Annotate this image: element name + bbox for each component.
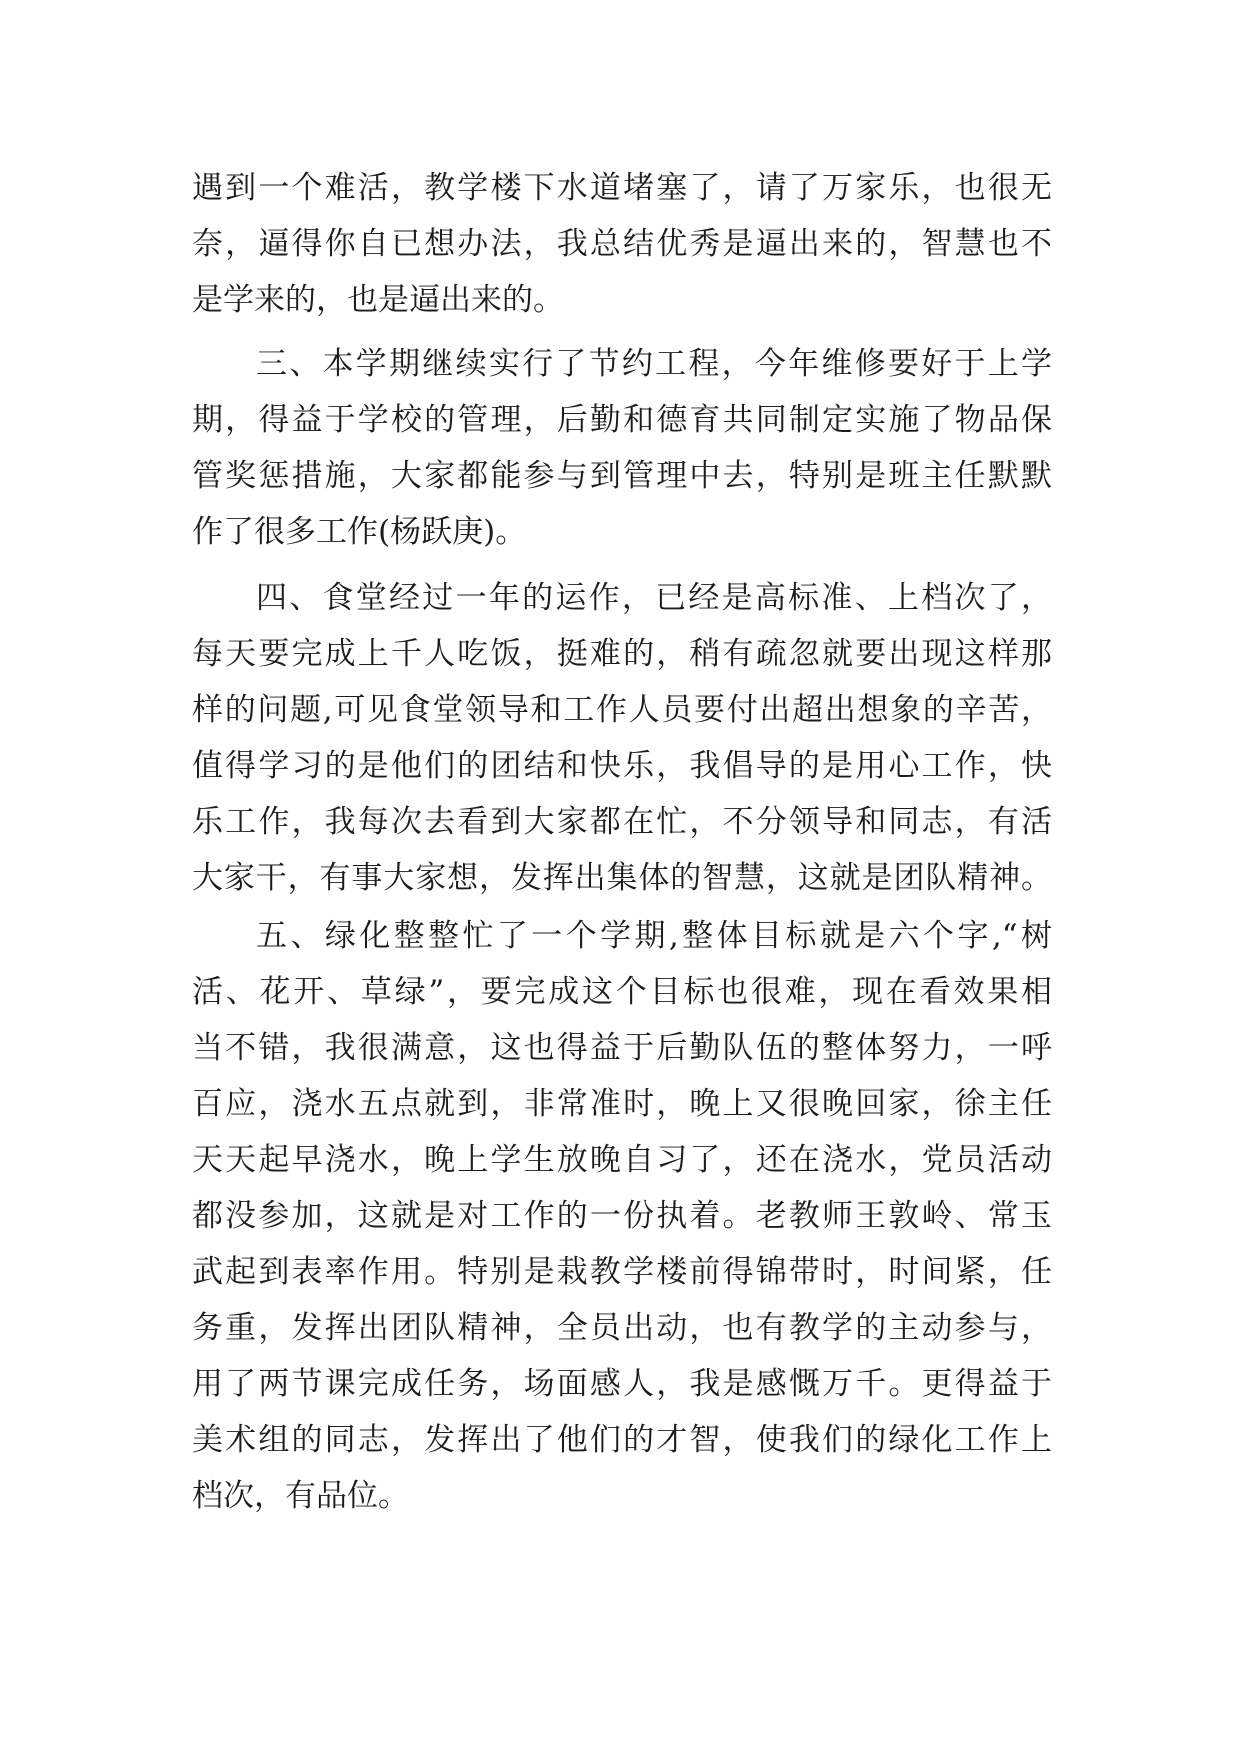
paragraph-3-line-1: 四、食堂经过一年的运作，已经是高标准、上档次了， bbox=[256, 580, 1052, 616]
paragraph-1-line-3: 是学来的，也是逼出来的。 bbox=[192, 282, 564, 318]
paragraph-1-line-1: 遇到一个难活，教学楼下水道堵塞了，请了万家乐，也很无 bbox=[192, 170, 1052, 206]
document-body bbox=[192, 160, 1052, 1524]
paragraph-4-line-3: 当不错，我很满意，这也得益于后勤队伍的整体努力，一呼 bbox=[192, 1030, 1052, 1066]
paragraph-3-line-6: 大家干，有事大家想，发挥出集体的智慧，这就是团队精神。 bbox=[192, 860, 1052, 896]
paragraph-4-line-1: 五、绿化整整忙了一个学期,整体目标就是六个字,“树 bbox=[256, 918, 1052, 954]
paragraph-4-line-8: 务重，发挥出团队精神，全员出动，也有教学的主动参与， bbox=[192, 1310, 1052, 1346]
paragraph-4-line-10: 美术组的同志，发挥出了他们的才智，使我们的绿化工作上 bbox=[192, 1422, 1052, 1458]
paragraph-4-line-7: 武起到表率作用。特别是栽教学楼前得锦带时，时间紧，任 bbox=[192, 1254, 1052, 1290]
paragraph-4-line-4: 百应，浇水五点就到，非常准时，晚上又很晚回家，徐主任 bbox=[192, 1086, 1052, 1122]
paragraph-3-line-4: 值得学习的是他们的团结和快乐，我倡导的是用心工作，快 bbox=[192, 748, 1052, 784]
paragraph-4-line-5: 天天起早浇水，晚上学生放晚自习了，还在浇水，党员活动 bbox=[192, 1142, 1052, 1178]
paragraph-3-line-5: 乐工作，我每次去看到大家都在忙，不分领导和同志，有活 bbox=[192, 804, 1052, 840]
paragraph-4-line-11: 档次，有品位。 bbox=[192, 1478, 409, 1514]
paragraph-2-line-1: 三、本学期继续实行了节约工程，今年维修要好于上学 bbox=[256, 346, 1052, 382]
paragraph-1-line-2: 奈，逼得你自已想办法，我总结优秀是逼出来的，智慧也不 bbox=[192, 226, 1052, 262]
paragraph-2-line-3: 管奖惩措施，大家都能参与到管理中去，特别是班主任默默 bbox=[192, 458, 1052, 494]
paragraph-2-line-4: 作了很多工作(杨跃庚)。 bbox=[192, 514, 527, 550]
paragraph-2-line-2: 期，得益于学校的管理，后勤和德育共同制定实施了物品保 bbox=[192, 402, 1052, 438]
paragraph-4-line-2: 活、花开、草绿”，要完成这个目标也很难，现在看效果相 bbox=[192, 974, 1052, 1010]
paragraph-3-line-2: 每天要完成上千人吃饭，挺难的，稍有疏忽就要出现这样那 bbox=[192, 636, 1052, 672]
paragraph-4-line-6: 都没参加，这就是对工作的一份执着。老教师王敦岭、常玉 bbox=[192, 1198, 1052, 1234]
paragraph-3-line-3: 样的问题,可见食堂领导和工作人员要付出超出想象的辛苦， bbox=[192, 692, 1052, 728]
paragraph-4-line-9: 用了两节课完成任务，场面感人，我是感慨万千。更得益于 bbox=[192, 1366, 1052, 1402]
